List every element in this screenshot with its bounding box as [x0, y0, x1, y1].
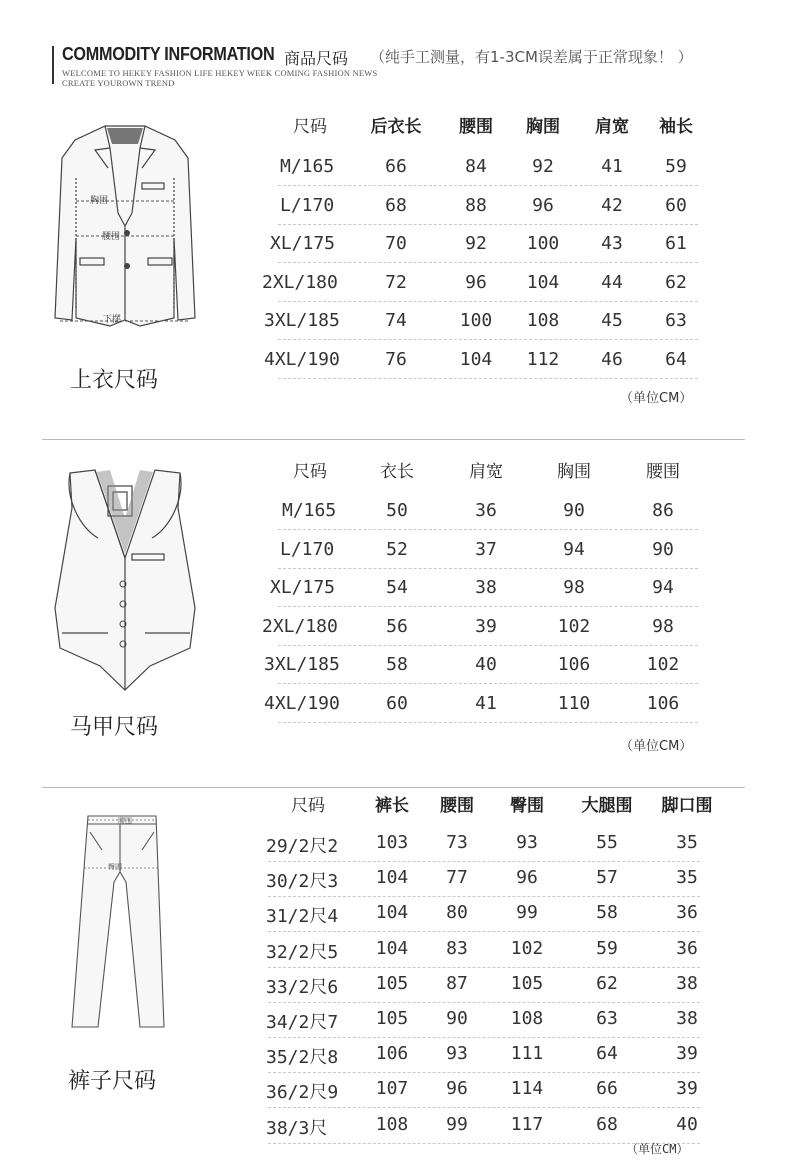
measurement-cell: 66 — [596, 1078, 618, 1100]
jacket-table-row — [264, 343, 698, 379]
header-subtitle-2: CREATE YOUROWN TREND — [62, 78, 175, 88]
jacket-table-row — [262, 266, 698, 302]
measurement-cell: 94 — [652, 577, 674, 599]
measurement-cell: 106 — [557, 654, 591, 676]
measurement-cell: 57 — [596, 867, 618, 889]
measurement-cell: 36 — [676, 937, 698, 959]
measurement-cell: 104 — [459, 349, 493, 370]
row-divider-line — [278, 568, 698, 569]
measurement-cell: 60 — [665, 194, 687, 216]
row-divider-line — [278, 301, 698, 302]
size-cell: 38/3尺 — [266, 1117, 328, 1139]
measurement-cell: 36 — [676, 902, 698, 924]
size-cell: 31/2尺4 — [266, 906, 339, 928]
jacket-chest-label: 胸围 — [90, 196, 109, 206]
measurement-cell: 96 — [516, 867, 538, 889]
measurement-cell: 54 — [386, 577, 408, 599]
measurement-cell: 46 — [601, 349, 623, 370]
measurement-cell: 36 — [475, 500, 497, 521]
vest-table-row — [264, 687, 698, 723]
vest-section-label: 马甲尺码 — [70, 715, 159, 740]
measurement-cell: 104 — [375, 937, 409, 959]
jacket-header-3: 胸围 — [526, 117, 560, 137]
jacket-table-row — [278, 189, 698, 225]
size-cell: 3XL/185 — [264, 654, 340, 676]
measurement-cell: 111 — [510, 1043, 544, 1065]
jacket-table-row — [278, 150, 698, 186]
measurement-cell: 96 — [465, 271, 487, 293]
measurement-cell: 99 — [516, 902, 538, 924]
measurement-cell: 100 — [459, 310, 493, 332]
page-header — [52, 40, 772, 88]
jacket-header-0: 尺码 — [293, 117, 327, 137]
measurement-cell: 94 — [563, 538, 585, 560]
size-cell: 32/2尺5 — [266, 941, 339, 963]
measurement-cell: 108 — [375, 1113, 409, 1135]
header-accent-bar — [52, 46, 54, 84]
size-cell: M/165 — [282, 500, 337, 521]
measurement-cell: 105 — [375, 1008, 409, 1029]
jacket-waist-label: 腰围 — [102, 232, 121, 242]
size-cell: L/170 — [280, 538, 335, 560]
measurement-cell: 90 — [446, 1008, 468, 1029]
jacket-header-2: 腰围 — [459, 117, 493, 137]
measurement-cell: 86 — [652, 500, 674, 521]
measurement-cell: 114 — [510, 1078, 544, 1100]
measurement-cell: 90 — [563, 500, 585, 521]
jacket-unit-note: （单位CM） — [620, 391, 693, 406]
trousers-header-4: 大腿围 — [581, 796, 633, 816]
measurement-cell: 55 — [596, 832, 618, 853]
measurement-cell: 102 — [646, 654, 680, 676]
row-divider-line — [278, 606, 698, 607]
size-cell: 29/2尺2 — [266, 836, 339, 857]
trousers-header-5: 脚口围 — [661, 796, 713, 816]
measurement-cell: 107 — [375, 1078, 409, 1100]
measurement-cell: 99 — [446, 1113, 468, 1135]
measurement-cell: 50 — [386, 500, 408, 521]
measurement-cell: 64 — [665, 349, 687, 370]
measurement-cell: 93 — [516, 832, 538, 853]
measurement-cell: 80 — [446, 902, 468, 924]
measurement-cell: 58 — [596, 902, 618, 924]
vest-table-row — [264, 648, 698, 684]
measurement-cell: 41 — [475, 693, 497, 714]
measurement-cell: 43 — [601, 233, 623, 255]
header-title-en: COMMODITY INFORMATION — [62, 44, 275, 64]
vest-header-0: 尺码 — [293, 462, 327, 482]
measurement-cell: 68 — [596, 1113, 618, 1135]
trousers-table-row — [268, 932, 700, 968]
trousers-hip-label: 臀围 — [108, 863, 122, 871]
row-divider-line — [278, 378, 698, 379]
measurement-cell: 39 — [676, 1078, 698, 1100]
header-subtitle-1: WELCOME TO HEKEY FASHION LIFE HEKEY WEEK COMING FASHION NEWS — [62, 68, 378, 78]
measurement-cell: 92 — [532, 156, 554, 177]
measurement-cell: 87 — [446, 972, 468, 994]
measurement-cell: 39 — [676, 1043, 698, 1065]
measurement-cell: 40 — [475, 654, 497, 676]
measurement-cell: 112 — [526, 349, 560, 370]
measurement-cell: 92 — [465, 233, 487, 255]
vest-table-row — [270, 571, 698, 607]
size-cell: 2XL/180 — [262, 271, 338, 293]
trousers-table-row — [268, 861, 700, 897]
measurement-cell: 102 — [510, 937, 544, 959]
vest-table-row — [278, 533, 698, 569]
measurement-cell: 37 — [475, 538, 497, 560]
measurement-cell: 73 — [446, 832, 468, 853]
size-cell: 36/2尺9 — [266, 1082, 339, 1104]
row-divider-line — [278, 339, 698, 340]
measurement-cell: 38 — [475, 577, 497, 599]
measurement-cell: 38 — [676, 1008, 698, 1029]
vest-header-4: 腰围 — [646, 462, 680, 482]
measurement-cell: 35 — [676, 867, 698, 889]
vest-illustration — [50, 468, 200, 693]
row-divider-line — [278, 683, 698, 684]
trousers-unit-note: （单位CM） — [626, 1142, 689, 1156]
measurement-cell: 77 — [446, 867, 468, 889]
trousers-table-row — [268, 826, 700, 862]
measurement-cell: 104 — [375, 867, 409, 889]
measurement-cell: 104 — [375, 902, 409, 924]
jacket-header-1: 后衣长 — [370, 117, 422, 137]
measurement-cell: 41 — [601, 156, 623, 177]
measurement-cell: 98 — [563, 577, 585, 599]
measurement-cell: 38 — [676, 972, 698, 994]
vest-table-row — [262, 610, 698, 646]
trousers-header-1: 裤长 — [375, 796, 409, 816]
measurement-cell: 110 — [557, 693, 591, 714]
measurement-cell: 88 — [465, 194, 487, 216]
vest-header-2: 肩宽 — [469, 462, 503, 482]
trousers-table-row — [268, 967, 700, 1003]
measurement-cell: 117 — [510, 1113, 544, 1135]
section-divider-2 — [42, 787, 745, 788]
measurement-cell: 62 — [596, 972, 618, 994]
measurement-cell: 105 — [510, 972, 544, 994]
measurement-cell: 76 — [385, 349, 407, 370]
measurement-cell: 63 — [665, 310, 687, 332]
trousers-header-3: 臀围 — [510, 796, 544, 816]
jacket-table-row — [264, 304, 698, 340]
trousers-waist-label: 腰围 — [118, 817, 132, 825]
measurement-cell: 104 — [526, 271, 560, 293]
measurement-cell: 105 — [375, 972, 409, 994]
size-cell: 3XL/185 — [264, 310, 340, 332]
vest-table-row — [278, 494, 698, 530]
header-title-cn: 商品尺码 — [284, 49, 349, 68]
measurement-cell: 44 — [601, 271, 623, 293]
size-cell: 4XL/190 — [264, 693, 340, 714]
size-cell: 2XL/180 — [262, 615, 338, 637]
measurement-cell: 56 — [386, 615, 408, 637]
measurement-cell: 74 — [385, 310, 407, 332]
jacket-header-5: 袖长 — [659, 117, 693, 137]
measurement-cell: 64 — [596, 1043, 618, 1065]
size-cell: 30/2尺3 — [266, 871, 339, 893]
row-divider-line — [278, 185, 698, 186]
size-cell: L/170 — [280, 194, 335, 216]
measurement-cell: 100 — [526, 233, 560, 255]
measurement-cell: 63 — [596, 1008, 618, 1029]
size-cell: M/165 — [280, 156, 335, 177]
measurement-cell: 108 — [510, 1008, 544, 1029]
trousers-table-row — [268, 896, 700, 932]
size-cell: 4XL/190 — [264, 349, 340, 370]
measurement-cell: 62 — [665, 271, 687, 293]
jacket-header-4: 肩宽 — [595, 117, 629, 137]
measurement-cell: 106 — [646, 693, 680, 714]
header-note: （纯手工测量，有1-3CM误差属于正常现象！ ） — [370, 48, 693, 66]
measurement-cell: 66 — [385, 156, 407, 177]
row-divider-line — [278, 645, 698, 646]
measurement-cell: 108 — [526, 310, 560, 332]
size-cell: XL/175 — [270, 577, 336, 599]
trousers-table-row — [268, 1037, 700, 1073]
measurement-cell: 40 — [676, 1113, 698, 1135]
vest-header-3: 胸围 — [557, 462, 591, 482]
measurement-cell: 59 — [665, 156, 687, 177]
vest-header-1: 衣长 — [380, 462, 414, 482]
measurement-cell: 96 — [532, 194, 554, 216]
measurement-cell: 84 — [465, 156, 487, 177]
trousers-header-2: 腰围 — [440, 796, 474, 816]
vest-unit-note: （单位CM） — [620, 739, 693, 754]
size-cell: 33/2尺6 — [266, 976, 339, 998]
measurement-cell: 35 — [676, 832, 698, 853]
measurement-cell: 96 — [446, 1078, 468, 1100]
measurement-cell: 70 — [385, 233, 407, 255]
measurement-cell: 103 — [375, 832, 409, 853]
size-cell: 35/2尺8 — [266, 1047, 339, 1069]
measurement-cell: 39 — [475, 615, 497, 637]
measurement-cell: 42 — [601, 194, 623, 216]
row-divider-line — [278, 262, 698, 263]
trousers-section-label: 裤子尺码 — [68, 1069, 157, 1094]
measurement-cell: 83 — [446, 937, 468, 959]
row-divider-line — [278, 529, 698, 530]
measurement-cell: 58 — [386, 654, 408, 676]
trousers-illustration — [60, 812, 180, 1032]
jacket-section-label: 上衣尺码 — [70, 368, 159, 393]
measurement-cell: 61 — [665, 233, 687, 255]
size-cell: 34/2尺7 — [266, 1012, 339, 1033]
measurement-cell: 90 — [652, 538, 674, 560]
row-divider-line — [278, 224, 698, 225]
measurement-cell: 98 — [652, 615, 674, 637]
trousers-table-row — [268, 1108, 700, 1144]
measurement-cell: 52 — [386, 538, 408, 560]
trousers-table-row — [268, 1072, 700, 1108]
trousers-table-row — [268, 1002, 700, 1038]
measurement-cell: 68 — [385, 194, 407, 216]
measurement-cell: 106 — [375, 1043, 409, 1065]
jacket-illustration — [50, 118, 200, 338]
jacket-hem-label: 下摆 — [103, 315, 122, 325]
section-divider — [42, 439, 745, 440]
measurement-cell: 102 — [557, 615, 591, 637]
measurement-cell: 60 — [386, 693, 408, 714]
jacket-table-row — [270, 227, 698, 263]
row-divider-line — [278, 722, 698, 723]
measurement-cell: 72 — [385, 271, 407, 293]
size-cell: XL/175 — [270, 233, 336, 255]
trousers-header-0: 尺码 — [291, 796, 325, 816]
measurement-cell: 59 — [596, 937, 618, 959]
measurement-cell: 93 — [446, 1043, 468, 1065]
measurement-cell: 45 — [601, 310, 623, 332]
